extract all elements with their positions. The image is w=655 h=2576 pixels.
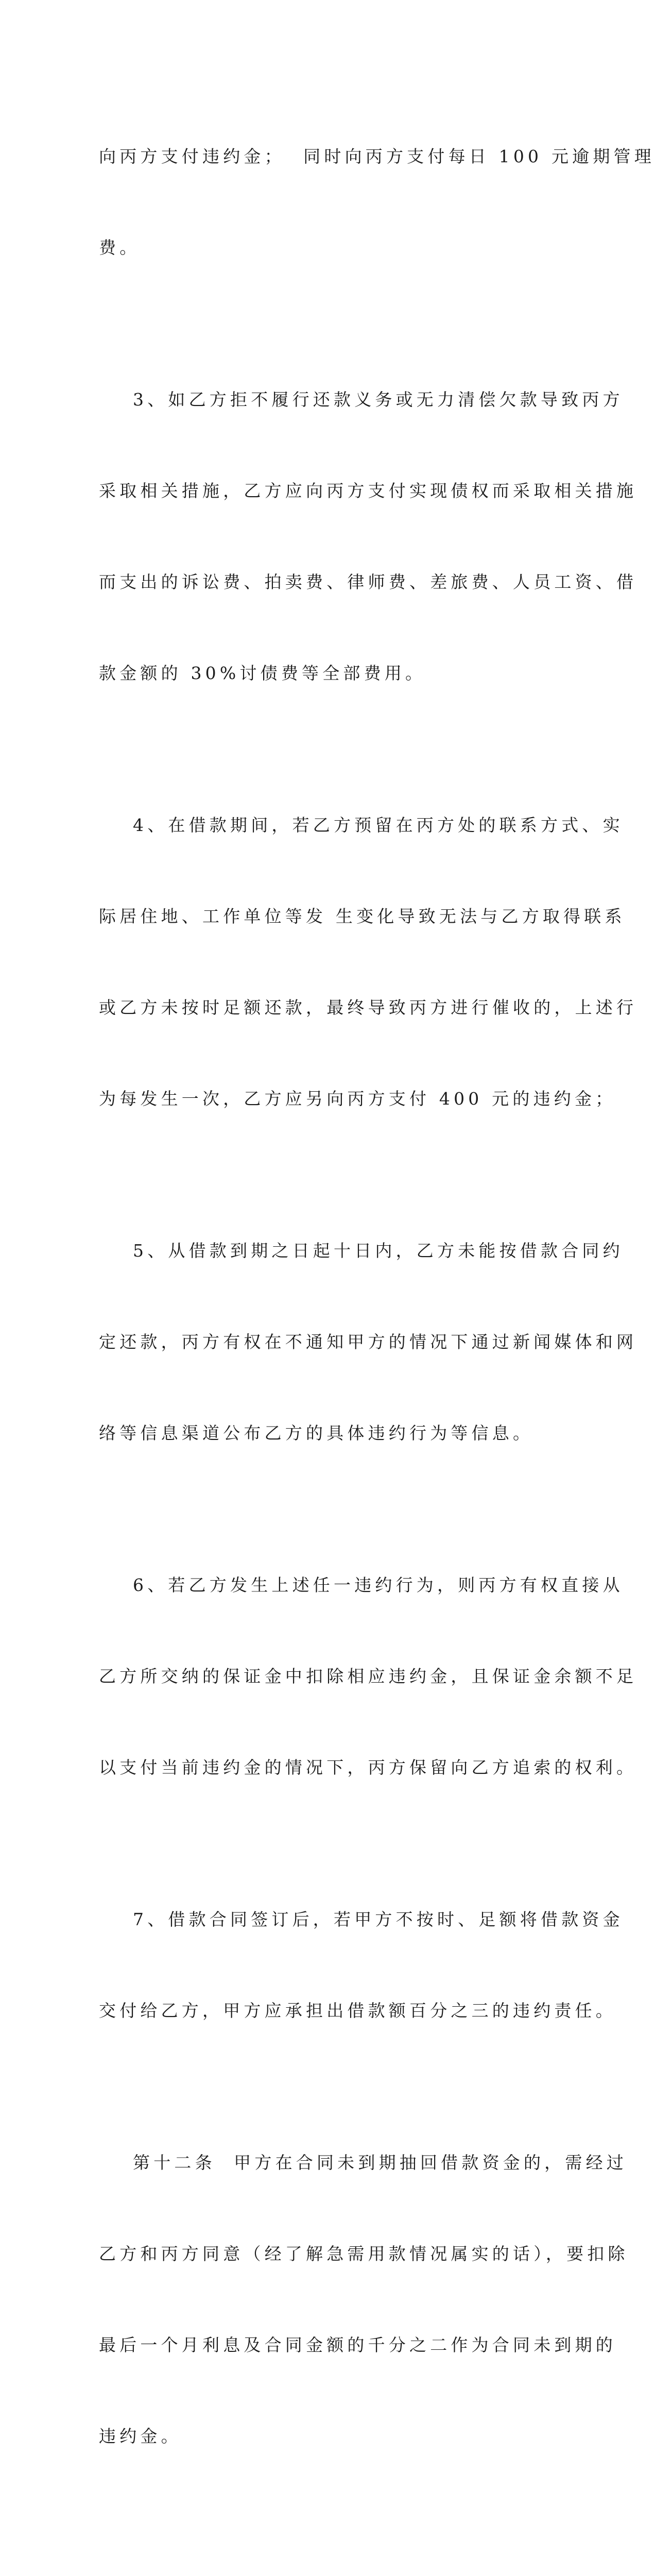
paragraph-clause-6 xyxy=(99,1509,637,1843)
paragraph-article-12 xyxy=(99,2087,629,2512)
paragraph-clause-4 xyxy=(99,749,637,1175)
document-page xyxy=(99,80,655,2576)
text-line: 6、若乙方发生上述任一违约行为，则丙方有权直接从 xyxy=(133,1575,624,1595)
text-line: 最后一个月利息及合同金额的千分之二作为合同未到期的 xyxy=(99,2335,616,2355)
text-line: 第十二条 甲方在合同未到期抽回借款资金的，需经过 xyxy=(133,2153,627,2173)
text-line: 络等信息渠道公布乙方的具体违约行为等信息。 xyxy=(99,1423,534,1443)
text-line: 4、在借款期间，若乙方预留在丙方处的联系方式、实 xyxy=(133,815,624,835)
paragraph-clause-5 xyxy=(99,1175,637,1509)
text-line: 而支出的诉讼费、拍卖费、律师费、差旅费、人员工资、借 xyxy=(99,572,637,592)
text-line: 为每发生一次，乙方应另向丙方支付 400 元的违约金； xyxy=(99,1089,616,1109)
paragraph-clause-3 xyxy=(99,324,637,749)
text-line: 或乙方未按时足额还款，最终导致丙方进行催收的，上述行 xyxy=(99,997,637,1018)
text-line: 以支付当前违约金的情况下，丙方保留向乙方追索的权利。 xyxy=(99,1757,637,1777)
text-line: 费。 xyxy=(99,238,141,258)
text-line: 向丙方支付违约金； 同时向丙方支付每日 100 元逾期管理 xyxy=(99,146,655,166)
text-line: 乙方所交纳的保证金中扣除相应违约金，且保证金余额不足 xyxy=(99,1666,637,1686)
text-line: 7、借款合同签订后，若甲方不按时、足额将借款资金 xyxy=(133,1909,624,1929)
text-line: 采取相关措施，乙方应向丙方支付实现债权而采取相关措施 xyxy=(99,481,637,501)
paragraph-article-13 xyxy=(99,2512,546,2576)
text-line: 款金额的 30%讨债费等全部费用。 xyxy=(99,663,426,683)
text-line xyxy=(99,2573,546,2576)
text-line: 交付给乙方，甲方应承担出借款额百分之三的违约责任。 xyxy=(99,2001,616,2021)
paragraph-clause-7 xyxy=(99,1843,624,2087)
text-line: 乙方和丙方同意（经了解急需用款情况属实的话），要扣除 xyxy=(99,2244,629,2264)
text-line: 际居住地、工作单位等发 生变化导致无法与乙方取得联系 xyxy=(99,906,626,926)
text-line: 定还款，丙方有权在不通知甲方的情况下通过新闻媒体和网 xyxy=(99,1332,637,1352)
text-line: 3、如乙方拒不履行还款义务或无力清偿欠款导致丙方 xyxy=(133,389,624,410)
text-line: 5、从借款到期之日起十日内，乙方未能按借款合同约 xyxy=(133,1241,624,1261)
text-line: 违约金。 xyxy=(99,2426,182,2446)
paragraph-penalty-continuation xyxy=(99,80,655,324)
